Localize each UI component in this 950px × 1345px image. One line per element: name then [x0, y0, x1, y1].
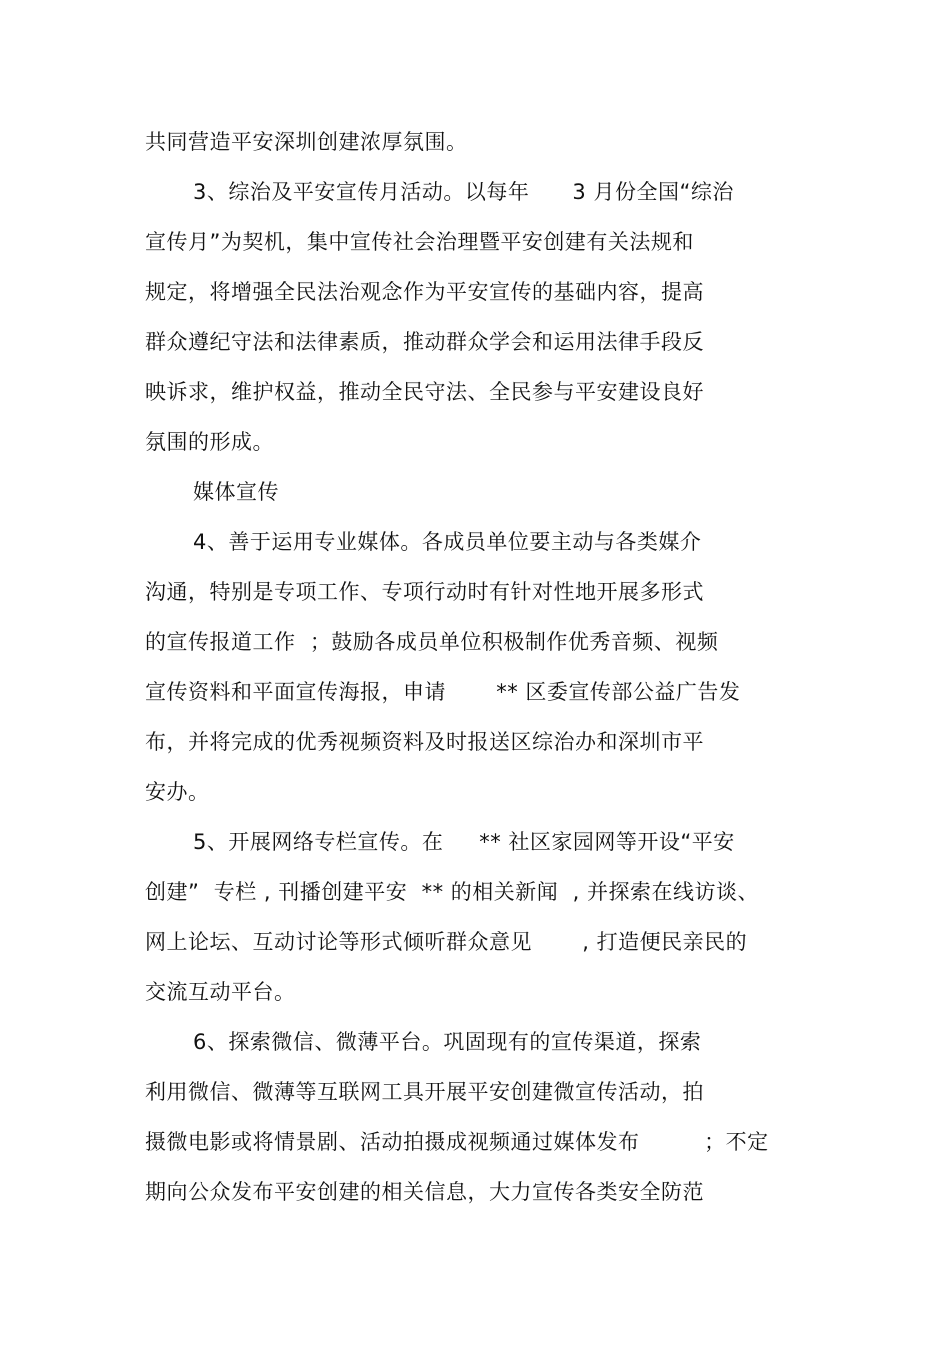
text-line: 交流互动平台。	[145, 980, 296, 1004]
text-line: 4、善于运用专业媒体。各成员单位要主动与各类媒介	[193, 530, 702, 554]
text-line: 共同营造平安深圳创建浓厚氛围。	[145, 130, 468, 154]
text-line: 安办。	[145, 780, 210, 804]
text-line: 3、综治及平安宣传月活动。以每年 3 月份全国“综治	[193, 180, 734, 204]
text-line: 群众遵纪守法和法律素质，推动群众学会和运用法律手段反	[145, 330, 704, 354]
text-line: 利用微信、微薄等互联网工具开展平安创建微宣传活动，拍	[145, 1080, 704, 1104]
text-line: 沟通，特别是专项工作、专项行动时有针对性地开展多形式	[145, 580, 704, 604]
text-line: 布，并将完成的优秀视频资料及时报送区综治办和深圳市平	[145, 730, 704, 754]
text-line: 6、探索微信、微薄平台。巩固现有的宣传渠道，探索	[193, 1030, 702, 1054]
section-heading: 媒体宣传	[193, 480, 279, 504]
text-line: 规定，将增强全民法治观念作为平安宣传的基础内容，提高	[145, 280, 704, 304]
text-line: 宣传资料和平面宣传海报，申请 ** 区委宣传部公益广告发	[145, 680, 741, 704]
text-line: 摄微电影或将情景剧、活动拍摄成视频通过媒体发布 ；不定	[145, 1130, 769, 1154]
text-line: 网上论坛、互动讨论等形式倾听群众意见 , 打造便民亲民的	[145, 930, 748, 954]
text-line: 宣传月”为契机，集中宣传社会治理暨平安创建有关法规和	[145, 230, 694, 254]
text-line: 5、开展网络专栏宣传。在 ** 社区家园网等开设“平安	[193, 830, 735, 854]
text-line: 期向公众发布平安创建的相关信息，大力宣传各类安全防范	[145, 1180, 704, 1204]
text-line: 氛围的形成。	[145, 430, 274, 454]
text-line: 映诉求，维护权益，推动全民守法、全民参与平安建设良好	[145, 380, 704, 404]
text-line: 的宣传报道工作 ；鼓励各成员单位积极制作优秀音频、视频	[145, 630, 719, 654]
text-line: 创建” 专栏 , 刊播创建平安 ** 的相关新闻 , 并探索在线访谈、	[145, 880, 759, 904]
